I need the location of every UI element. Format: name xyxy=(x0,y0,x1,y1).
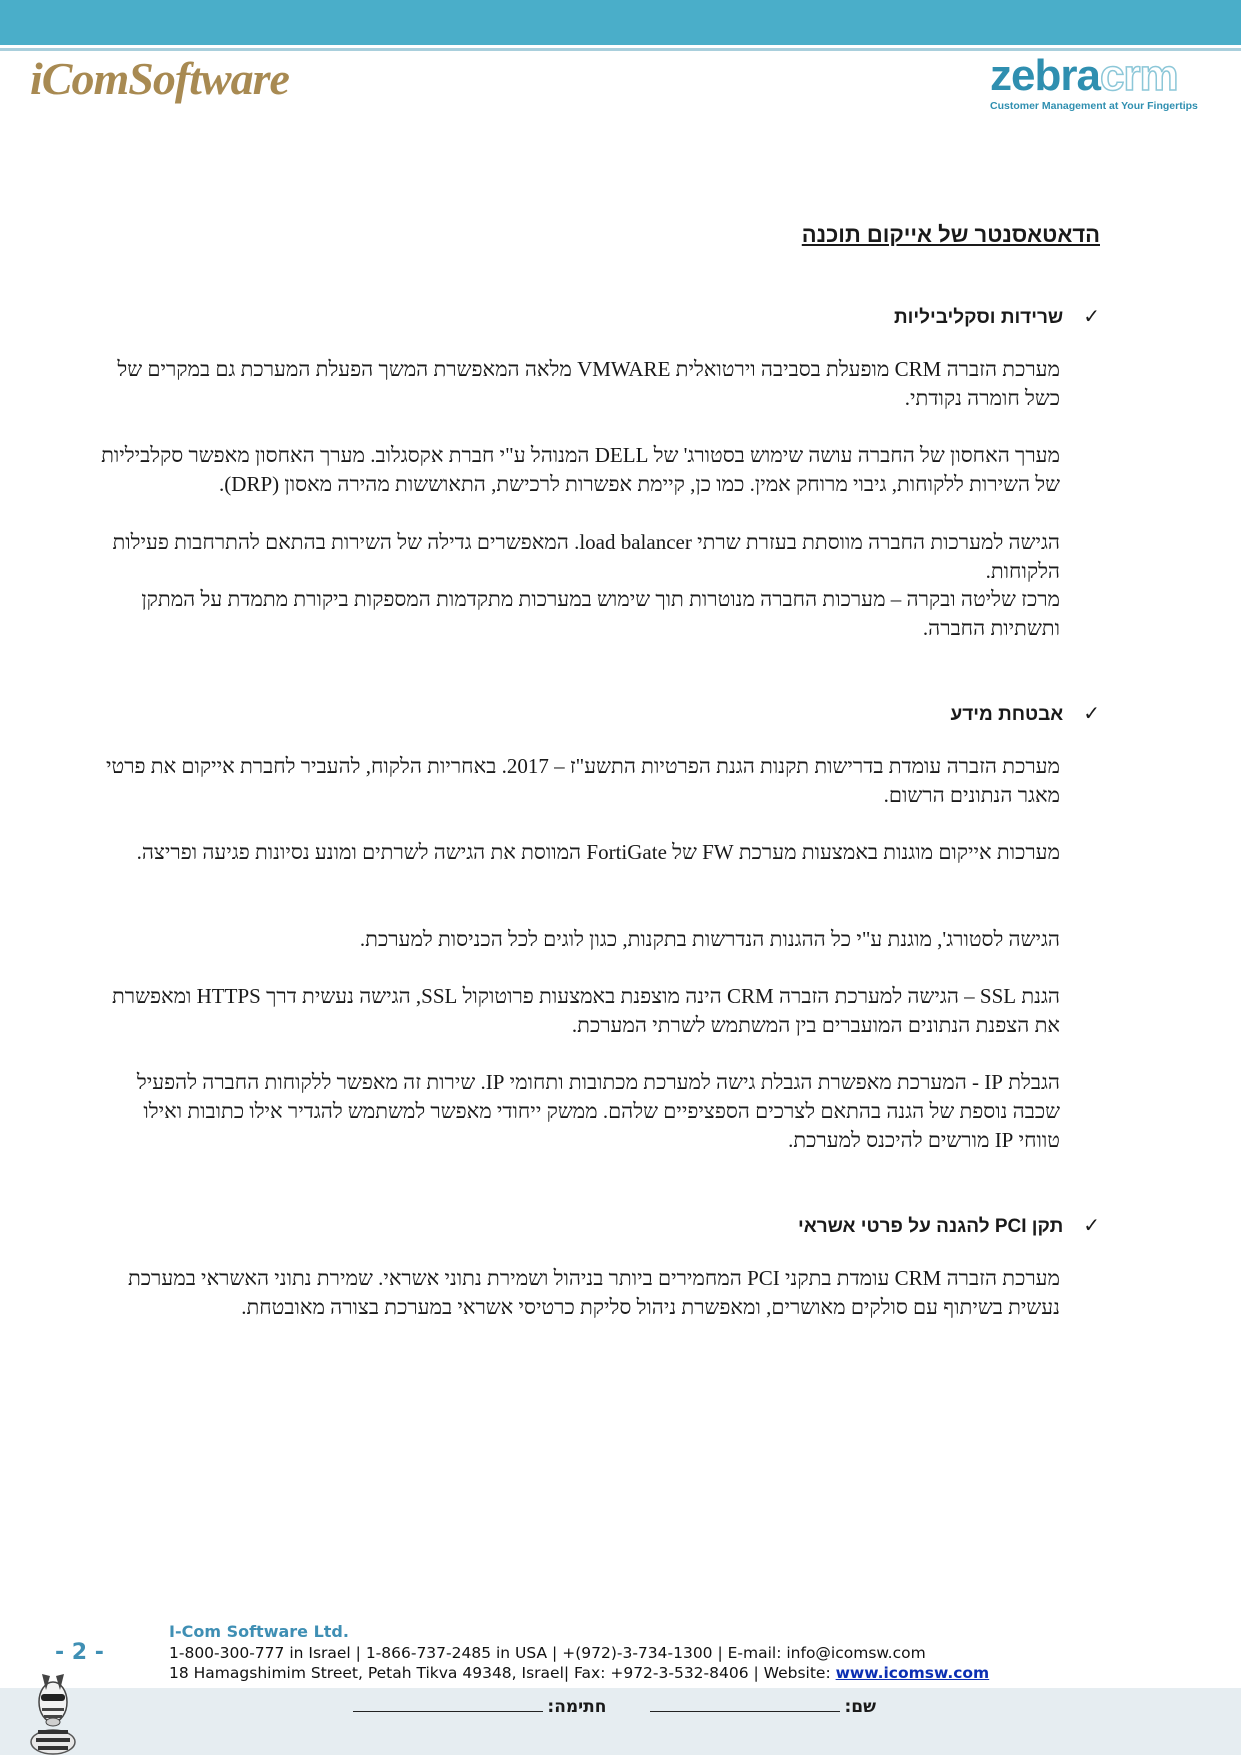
page-number: - 2 - xyxy=(55,1640,104,1665)
logo-crm-text: crm xyxy=(1099,51,1178,100)
address-text: 18 Hamagshimim Street, Petah Tikva 49348, Israel| Fax: +972-3-532-8406 | Website: xyxy=(169,1664,836,1682)
paragraph: מערכת הזברה CRM עומדת בתקני PCI המחמירים ביותר בניהול ושמירת נתוני אשראי. שמירת נתוני האשראי במערכת נעשית בשיתוף עם סולקים מאושרים, ומאפשרת ניהול סליקת כרטיסי אשראי במערכת בצורה מאובטחת. xyxy=(127,1266,1060,1319)
paragraph: מערכות אייקום מוגנות באמצעות מערכת FW של FortiGate המווסת את הגישה לשרתים ומונע נסיונות פגיעה ופריצה. xyxy=(136,840,1060,864)
section-heading-label: שרידות וסקליביליות xyxy=(894,307,1064,328)
paragraph: הגישה לסטורג', מוגנת ע"י כל ההגנות הנדרשות בתקנות, כגון לוגים לכל הכניסות למערכת. xyxy=(359,927,1060,951)
zebra-mascot-icon xyxy=(22,1660,84,1755)
icomsoftware-logo: iComSoftware xyxy=(30,53,289,104)
paragraph: מערכת הזברה עומדת בדרישות תקנות הגנת הפרטיות התשע"ז – 2017. באחריות הלקוח, להעביר לחברת אייקום את פרטי מאגר הנתונים הרשום. xyxy=(106,754,1060,807)
paragraph: מרכז שליטה ובקרה – מערכות החברה מנוטרות תוך שימוש במערכות מתקדמות המספקות ביקורת מתמדת על המתקן ותשתיות החברה. xyxy=(141,587,1060,640)
section-heading-security xyxy=(950,701,1100,726)
section-heading-label: תקן PCI להגנה על פרטי אשראי xyxy=(798,1216,1064,1237)
section-heading-label: אבטחת מידע xyxy=(950,704,1064,725)
section-heading-pci xyxy=(798,1213,1100,1238)
page-footer xyxy=(0,1600,1241,1755)
section-heading-reliability xyxy=(894,304,1100,329)
checkmark-icon: ✓ xyxy=(1083,1213,1100,1237)
signature-fields xyxy=(349,1697,876,1717)
paragraph: מערך האחסון של החברה עושה שימוש בסטורג' של DELL המנוהל ע"י חברת אקסגלוב. מערך האחסון מאפשר סקלביליות של השירות ללקוחות, גיבוי מרוחק אמין. כמו כן, קיימת אפשרות לרכישת, התאוששות מהירה מאסון (DRP). xyxy=(101,443,1060,496)
website-link[interactable]: www.icomsw.com xyxy=(835,1664,990,1682)
contact-phones: 1-800-300-777 in Israel | 1-866-737-2485 in USA | +(972)-3-734-1300 | E-mail: info@icomsw.com xyxy=(169,1644,926,1662)
contact-address xyxy=(169,1664,989,1682)
paragraph: הגישה למערכות החברה מווסתת בעזרת שרתי load balancer. המאפשרים גדילה של השירות בהתאם להתרחבות פעילות הלקוחות. xyxy=(112,530,1060,583)
zebracrm-logo xyxy=(990,51,1212,112)
name-label: שם: xyxy=(844,1697,876,1717)
checkmark-icon: ✓ xyxy=(1083,701,1100,725)
logo-zebra-text: zebra xyxy=(990,51,1100,100)
name-field[interactable] xyxy=(650,1697,840,1712)
header-top-bar xyxy=(0,0,1241,45)
company-name: I-Com Software Ltd. xyxy=(169,1622,349,1641)
checkmark-icon: ✓ xyxy=(1083,304,1100,328)
signature-field[interactable] xyxy=(353,1697,543,1712)
paragraph: מערכת הזברה CRM מופעלת בסביבה וירטואלית VMWARE מלאה המאפשרת המשך הפעלת המערכת גם במקרים של כשל חומרה נקודתי. xyxy=(117,357,1060,410)
paragraph: הגנת SSL – הגישה למערכת הזברה CRM הינה מוצפנת באמצעות פרוטוקול SSL, הגישה נעשית דרך HTTPS ומאפשרת את הצפנת הנתונים המועברים בין המשתמש לשרתי המערכת. xyxy=(111,984,1060,1037)
logo-tagline: Customer Management at Your Fingertips xyxy=(990,100,1198,112)
page-title: הדאטאסנטר של אייקום תוכנה xyxy=(801,222,1100,247)
signature-label: חתימה: xyxy=(547,1697,607,1717)
paragraph: הגבלת IP - המערכת מאפשרת הגבלת גישה למערכת מכתובות ותחומי IP. שירות זה מאפשר ללקוחות החברה להפעיל שכבה נוספת של הגנה בהתאם לצרכים הספציפיים שלהם. ממשק ייחודי מאפשר למשתמש להגדיר אילו כתובות ואילו טווחי IP מורשים להיכנס למערכת. xyxy=(136,1070,1060,1152)
